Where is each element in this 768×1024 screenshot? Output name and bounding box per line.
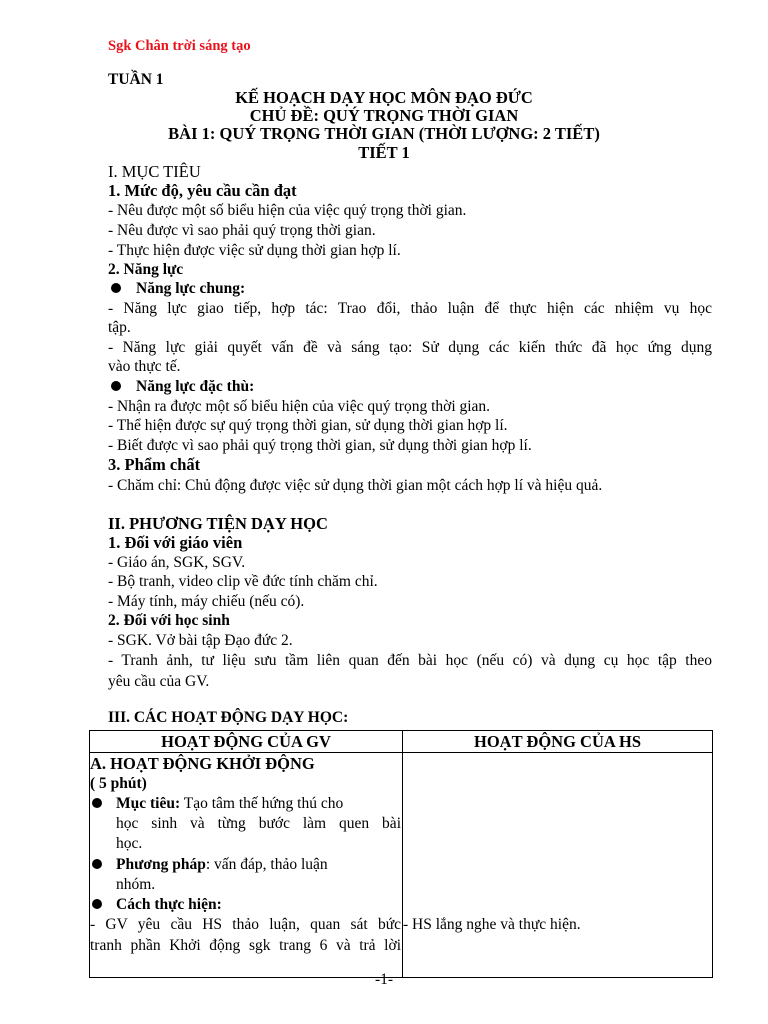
list-item-continuation: vào thực tế.: [108, 358, 181, 375]
teacher-activity-cell: [90, 753, 403, 978]
table-row: [90, 753, 713, 978]
bullet-icon: [92, 899, 102, 909]
bullet-icon: [92, 798, 102, 808]
goal-label: Mục tiêu:: [116, 795, 181, 812]
lesson-title: BÀI 1: QUÝ TRỌNG THỜI GIAN (THỜI LƯỢNG: 2 TIẾT): [168, 124, 600, 143]
topic-title: CHỦ ĐỀ: QUÝ TRỌNG THỜI GIAN: [249, 106, 519, 125]
page-number: -1-: [374, 971, 394, 988]
list-item-continuation: tập.: [108, 319, 131, 336]
list-item: - Nhận ra được một số biểu hiện của việc quý trọng thời gian.: [108, 398, 491, 415]
bullet-icon: [111, 381, 121, 391]
list-item: - Máy tính, máy chiếu (nếu có).: [108, 593, 305, 610]
list-item: - Năng lực giao tiếp, hợp tác: Trao đổi, thảo luận để thực hiện các nhiệm vụ học: [108, 300, 712, 317]
method-line: [116, 855, 401, 875]
bullet-icon: [92, 859, 102, 869]
list-item: - Chăm chỉ: Chủ động được việc sử dụng thời gian một cách hợp lí và hiệu quả.: [108, 477, 603, 494]
list-item: - Nêu được một số biểu hiện của việc quý trọng thời gian.: [108, 202, 467, 219]
steps-label: Cách thực hiện:: [116, 896, 222, 913]
subheading-student: 2. Đối với học sinh: [108, 612, 230, 629]
activity-title: A. HOẠT ĐỘNG KHỞI ĐỘNG: [90, 754, 315, 773]
subheading-competencies: 2. Năng lực: [108, 261, 184, 278]
teacher-step-line: - GV yêu cầu HS thảo luận, quan sát bức: [90, 916, 401, 933]
textbook-series-note: Sgk Chân trời sáng tạo: [108, 38, 251, 54]
list-item: - Giáo án, SGK, SGV.: [108, 554, 246, 571]
subheading-qualities: 3. Phẩm chất: [108, 455, 201, 474]
subheading-teacher: 1. Đối với giáo viên: [108, 533, 243, 552]
general-competency-label: Năng lực chung:: [136, 280, 246, 297]
list-item: - Biết được vì sao phải quý trọng thời gian, sử dụng thời gian hợp lí.: [108, 437, 532, 454]
activity-duration: ( 5 phút): [90, 775, 147, 792]
list-item: - Thể hiện được sự quý trọng thời gian, sử dụng thời gian hợp lí.: [108, 417, 508, 434]
method-text-continuation: nhóm.: [116, 876, 156, 893]
teacher-step-line: tranh phần Khởi động sgk trang 6 và trả lời: [90, 937, 401, 954]
subheading-requirements: 1. Mức độ, yêu cầu cần đạt: [108, 181, 297, 200]
list-item: - Nêu được vì sao phải quý trọng thời gian.: [108, 222, 376, 239]
week-label: TUẦN 1: [108, 71, 164, 88]
period-title: TIẾT 1: [358, 143, 410, 162]
student-activity-cell: [403, 753, 713, 978]
goal-text-continuation: học sinh và từng bước làm quen bài: [116, 815, 401, 832]
list-item-continuation: yêu cầu của GV.: [108, 673, 210, 690]
list-item: - Tranh ảnh, tư liệu sưu tầm liên quan đến bài học (nếu có) và dụng cụ học tập theo: [108, 652, 712, 669]
section-heading-activities: III. CÁC HOẠT ĐỘNG DẠY HỌC:: [108, 709, 349, 726]
list-item: - Thực hiện được việc sử dụng thời gian hợp lí.: [108, 242, 401, 259]
list-item: - Năng lực giải quyết vấn đề và sáng tạo: Sử dụng các kiến thức đã học ứng dụng: [108, 339, 712, 356]
section-heading-materials: II. PHƯƠNG TIỆN DẠY HỌC: [108, 514, 328, 533]
list-item: - Bộ tranh, video clip về đức tính chăm chỉ.: [108, 573, 378, 590]
method-text: : vấn đáp, thảo luận: [205, 856, 328, 873]
column-header-student: HOẠT ĐỘNG CỦA HS: [403, 731, 713, 753]
method-label: Phương pháp: [116, 856, 206, 873]
bullet-icon: [111, 283, 121, 293]
goal-text-continuation: học.: [116, 835, 143, 852]
specific-competency-label: Năng lực đặc thù:: [136, 378, 255, 395]
table-header-row: [90, 731, 713, 753]
goal-line: [116, 794, 401, 814]
column-header-teacher: HOẠT ĐỘNG CỦA GV: [90, 731, 403, 753]
list-item: - SGK. Vở bài tập Đạo đức 2.: [108, 632, 293, 649]
student-step-line: - HS lắng nghe và thực hiện.: [403, 916, 581, 933]
goal-text: Tạo tâm thế hứng thú cho: [183, 795, 344, 812]
section-heading-objectives: I. MỤC TIÊU: [108, 162, 201, 181]
activities-table: [89, 730, 713, 978]
plan-title: KẾ HOẠCH DẠY HỌC MÔN ĐẠO ĐỨC: [235, 88, 533, 107]
